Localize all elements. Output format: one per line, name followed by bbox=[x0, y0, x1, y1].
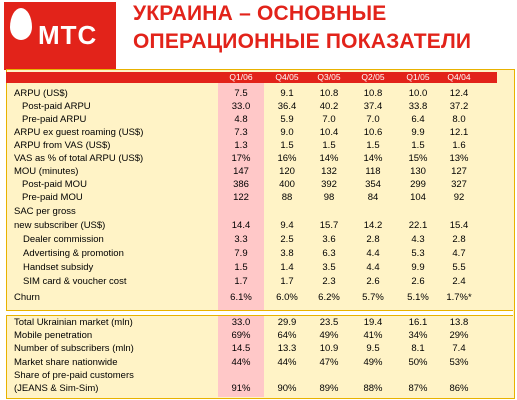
column-header: Q1/05 bbox=[406, 72, 430, 82]
table-cell: 3.3 bbox=[234, 234, 248, 245]
table-cell: 7.3 bbox=[234, 127, 248, 138]
table-cell: 33.0 bbox=[231, 317, 251, 328]
table-cell: 47% bbox=[319, 357, 339, 368]
table-cell: 2.4 bbox=[452, 276, 466, 287]
table-cell: 50% bbox=[408, 357, 428, 368]
row-label: Number of subscribers (mln) bbox=[14, 343, 134, 354]
table-cell: 299 bbox=[410, 179, 426, 190]
table-cell: 5.7% bbox=[362, 292, 384, 303]
column-header: Q2/05 bbox=[361, 72, 385, 82]
table-cell: 41% bbox=[363, 330, 383, 341]
table-cell: 90% bbox=[277, 383, 297, 394]
table-cell: 2.8 bbox=[452, 234, 466, 245]
table-cell: 17% bbox=[231, 153, 251, 164]
table-cell: 16% bbox=[277, 153, 297, 164]
row-label: VAS as % of total ARPU (US$) bbox=[14, 153, 144, 164]
row-label: Dealer commission bbox=[23, 234, 104, 245]
table-cell: 392 bbox=[321, 179, 337, 190]
table-cell: 3.6 bbox=[322, 234, 336, 245]
row-label: Mobile penetration bbox=[14, 330, 93, 341]
table-cell: 6.2% bbox=[318, 292, 340, 303]
table-cell: 5.3 bbox=[411, 248, 425, 259]
row-label: Post-paid MOU bbox=[22, 179, 87, 190]
table-cell: 6.0% bbox=[276, 292, 298, 303]
table-cell: 1.5 bbox=[322, 140, 336, 151]
table-cell: 2.8 bbox=[366, 234, 380, 245]
table-cell: 1.4 bbox=[280, 262, 294, 273]
table-cell: 12.1 bbox=[449, 127, 469, 138]
table-cell: 15.4 bbox=[449, 220, 469, 231]
table-cell: 327 bbox=[451, 179, 467, 190]
table-cell: 10.8 bbox=[319, 88, 339, 99]
table-cell: 4.4 bbox=[366, 262, 380, 273]
table-cell: 88% bbox=[363, 383, 383, 394]
table-cell: 7.0 bbox=[366, 114, 380, 125]
table-cell: 7.0 bbox=[322, 114, 336, 125]
table-cell: 14.4 bbox=[231, 220, 251, 231]
table-cell: 10.8 bbox=[363, 88, 383, 99]
table-cell: 36.4 bbox=[277, 101, 297, 112]
table-cell: 147 bbox=[233, 166, 249, 177]
table-cell: 4.4 bbox=[366, 248, 380, 259]
table-cell: 6.4 bbox=[411, 114, 425, 125]
egg-icon bbox=[10, 8, 32, 40]
row-label: new subscriber (US$) bbox=[14, 220, 106, 231]
row-label: MOU (minutes) bbox=[14, 166, 79, 177]
table-cell: 49% bbox=[319, 330, 339, 341]
table-cell: 33.0 bbox=[231, 101, 251, 112]
column-header: Q4/04 bbox=[447, 72, 471, 82]
table-cell: 4.3 bbox=[411, 234, 425, 245]
table-cell: 33.8 bbox=[408, 101, 428, 112]
table-cell: 2.3 bbox=[322, 276, 336, 287]
table-cell: 86% bbox=[449, 383, 469, 394]
table-cell: 118 bbox=[365, 166, 381, 177]
table-cell: 120 bbox=[279, 166, 295, 177]
table-cell: 14.5 bbox=[231, 343, 251, 354]
table-cell: 9.1 bbox=[280, 88, 294, 99]
row-label: ARPU ex guest roaming (US$) bbox=[14, 127, 144, 138]
table-cell: 7.4 bbox=[452, 343, 466, 354]
table-cell: 64% bbox=[277, 330, 297, 341]
row-label: ARPU (US$) bbox=[14, 88, 68, 99]
table-cell: 130 bbox=[410, 166, 426, 177]
table-cell: 92 bbox=[453, 192, 465, 203]
table-cell: 22.1 bbox=[408, 220, 428, 231]
table-cell: 7.9 bbox=[234, 248, 248, 259]
table-cell: 2.6 bbox=[366, 276, 380, 287]
table-cell: 91% bbox=[231, 383, 251, 394]
table-cell: 13% bbox=[449, 153, 469, 164]
table-cell: 8.0 bbox=[452, 114, 466, 125]
table-cell: 1.5 bbox=[411, 140, 425, 151]
row-label: SAC per gross bbox=[14, 206, 76, 217]
table-cell: 37.2 bbox=[449, 101, 469, 112]
table-cell: 1.7%* bbox=[446, 292, 472, 303]
table-cell: 10.0 bbox=[408, 88, 428, 99]
table-cell: 127 bbox=[451, 166, 467, 177]
table-cell: 13.3 bbox=[277, 343, 297, 354]
table-cell: 29.9 bbox=[277, 317, 297, 328]
table-cell: 15.7 bbox=[319, 220, 339, 231]
table-cell: 13.8 bbox=[449, 317, 469, 328]
table-cell: 3.5 bbox=[322, 262, 336, 273]
table-cell: 14% bbox=[363, 153, 383, 164]
page-title-line2: ОПЕРАЦИОННЫЕ ПОКАЗАТЕЛИ bbox=[133, 30, 472, 53]
row-label: Handset subsidy bbox=[23, 262, 94, 273]
table-cell: 354 bbox=[365, 179, 381, 190]
column-header: Q3/05 bbox=[317, 72, 341, 82]
row-label: Share of pre-paid customers bbox=[14, 370, 134, 381]
table-cell: 53% bbox=[449, 357, 469, 368]
table-cell: 1.5 bbox=[280, 140, 294, 151]
logo-text: МТС bbox=[38, 20, 98, 50]
row-label: Market share nationwide bbox=[14, 357, 118, 368]
table-cell: 1.7 bbox=[234, 276, 248, 287]
table-cell: 5.9 bbox=[280, 114, 294, 125]
row-label: Post-paid ARPU bbox=[22, 101, 91, 112]
table-cell: 84 bbox=[367, 192, 379, 203]
table-cell: 16.1 bbox=[408, 317, 428, 328]
table-cell: 7.5 bbox=[234, 88, 248, 99]
table-cell: 88 bbox=[281, 192, 293, 203]
table-cell: 132 bbox=[321, 166, 337, 177]
table-cell: 15% bbox=[408, 153, 428, 164]
row-label: (JEANS & Sim-Sim) bbox=[14, 383, 99, 394]
table-cell: 1.6 bbox=[452, 140, 466, 151]
table-cell: 5.1% bbox=[407, 292, 429, 303]
table-cell: 6.3 bbox=[322, 248, 336, 259]
table-cell: 23.5 bbox=[319, 317, 339, 328]
table-cell: 5.5 bbox=[452, 262, 466, 273]
row-label: SIM card & voucher cost bbox=[23, 276, 127, 287]
table-cell: 1.5 bbox=[234, 262, 248, 273]
table-cell: 9.4 bbox=[280, 220, 294, 231]
table-cell: 2.5 bbox=[280, 234, 294, 245]
table-cell: 87% bbox=[408, 383, 428, 394]
row-label: Pre-paid MOU bbox=[22, 192, 83, 203]
table-cell: 6.1% bbox=[230, 292, 252, 303]
table-cell: 40.2 bbox=[319, 101, 339, 112]
table-cell: 2.6 bbox=[411, 276, 425, 287]
table-cell: 19.4 bbox=[363, 317, 383, 328]
table-cell: 14% bbox=[319, 153, 339, 164]
table-cell: 9.0 bbox=[280, 127, 294, 138]
table-cell: 8.1 bbox=[411, 343, 425, 354]
row-label: Pre-paid ARPU bbox=[22, 114, 87, 125]
table-cell: 10.6 bbox=[363, 127, 383, 138]
section-divider bbox=[6, 310, 513, 316]
table-cell: 1.7 bbox=[280, 276, 294, 287]
row-label: Churn bbox=[14, 292, 40, 303]
table-cell: 49% bbox=[363, 357, 383, 368]
table-cell: 400 bbox=[279, 179, 295, 190]
column-header: Q1/06 bbox=[229, 72, 253, 82]
table-cell: 34% bbox=[408, 330, 428, 341]
mts-logo bbox=[4, 2, 116, 70]
table-cell: 89% bbox=[319, 383, 339, 394]
page-title-line1: УКРАИНА – ОСНОВНЫЕ bbox=[133, 2, 387, 25]
table-cell: 98 bbox=[323, 192, 335, 203]
table-cell: 9.9 bbox=[411, 262, 425, 273]
table-cell: 12.4 bbox=[449, 88, 469, 99]
table-cell: 10.4 bbox=[319, 127, 339, 138]
table-cell: 44% bbox=[231, 357, 251, 368]
row-label: Advertising & promotion bbox=[23, 248, 124, 259]
table-cell: 29% bbox=[449, 330, 469, 341]
table-cell: 9.5 bbox=[366, 343, 380, 354]
table-cell: 122 bbox=[233, 192, 249, 203]
table-cell: 14.2 bbox=[363, 220, 383, 231]
table-cell: 37.4 bbox=[363, 101, 383, 112]
table-cell: 10.9 bbox=[319, 343, 339, 354]
column-header: Q4/05 bbox=[275, 72, 299, 82]
table-cell: 69% bbox=[231, 330, 251, 341]
table-cell: 386 bbox=[233, 179, 249, 190]
table-cell: 9.9 bbox=[411, 127, 425, 138]
table-cell: 104 bbox=[410, 192, 426, 203]
table-cell: 4.8 bbox=[234, 114, 248, 125]
row-label: Total Ukrainian market (mln) bbox=[14, 317, 133, 328]
row-label: ARPU from VAS (US$) bbox=[14, 140, 111, 151]
table-cell: 3.8 bbox=[280, 248, 294, 259]
table-cell: 1.3 bbox=[234, 140, 248, 151]
table-cell: 1.5 bbox=[366, 140, 380, 151]
table-cell: 44% bbox=[277, 357, 297, 368]
table-cell: 4.7 bbox=[452, 248, 466, 259]
